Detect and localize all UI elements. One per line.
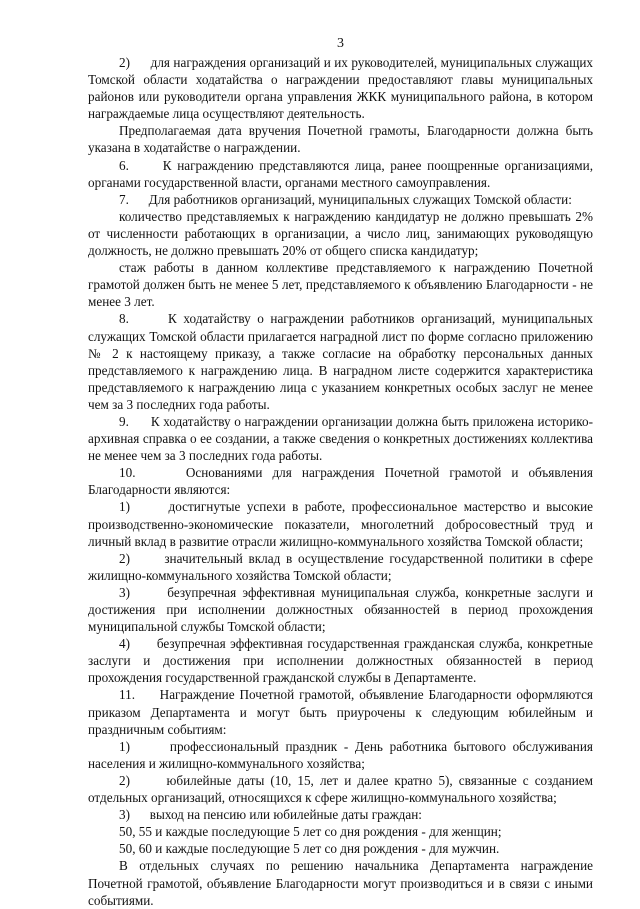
paragraph-17: 3) выход на пенсию или юбилейные даты граждан:: [119, 807, 422, 823]
paragraph-8: 9. К ходатайству о награждении организации должна быть приложена историко-архивная справка о ее создании, а также сведения о конкретных достижениях коллектива не менее чем за 3 последних года работы.: [88, 413, 593, 464]
paragraph-18: 50, 55 и каждые последующие 5 лет со дня рождения - для женщин;: [119, 824, 502, 840]
paragraph-5: количество представляемых к награждению кандидатур не должно превышать 2% от численности работающих в организации, а число лиц, занимающих руководящую должность, не должно превышать 20% от общего списка кандидатур;: [88, 208, 593, 259]
paragraph-11: 2) значительный вклад в осуществление государственной политики в сфере жилищно-коммунального хозяйства Томской области;: [88, 550, 593, 583]
paragraph-19: 50, 60 и каждые последующие 5 лет со дня рождения - для мужчин.: [119, 841, 500, 857]
paragraph-13: 4) безупречная эффективная государственная гражданская служба, конкретные заслуги и достижения при исполнении должностных обязанностей в период прохождения государственной гражданской службы в Департаменте.: [88, 636, 593, 686]
paragraph-14: 11. Награждение Почетной грамотой, объявление Благодарности оформляются приказом Департамента и могут быть приурочены к следующим юбилейным и праздничным событиям:: [88, 687, 593, 737]
paragraph-15: 1) профессиональный праздник - День работника бытового обслуживания населения и жилищно-коммунального хозяйства;: [88, 738, 593, 771]
paragraph-9: 10. Основаниями для награждения Почетной грамотой и объявления Благодарности являются:: [88, 465, 593, 498]
paragraph-12: 3) безупречная эффективная муниципальная служба, конкретные заслуги и достижения при исполнении должностных обязанностей в период прохождения муниципальной службы Томской области;: [88, 584, 593, 635]
paragraph-16: 2) юбилейные даты (10, 15, лет и далее кратно 5), связанные с созданием отдельных организаций, относящихся к сфере жилищно-коммунального хозяйства;: [88, 772, 593, 806]
paragraph-7: 8. К ходатайству о награждении работников организаций, муниципальных служащих Томской области прилагается наградной лист по форме согласно приложению № 2 к настоящему приказу, а также согласие на обработку персональных данных представляемого к награждению лица. В наградном листе содержится характеристика представляемого к награждению лица с указанием конкретных особых заслуг не менее чем за 3 последних года работы.: [88, 311, 593, 412]
paragraph-2: Предполагаемая дата вручения Почетной грамоты, Благодарности должна быть указана в ходатайстве о награждении.: [88, 123, 593, 156]
paragraph-6: стаж работы в данном коллективе представляемого к награждению Почетной грамотой должен быть не менее 5 лет, представляемого к объявлению Благодарности - не менее 3 лет.: [88, 260, 593, 310]
paragraph-1: 2) для награждения организаций и их руководителей, муниципальных служащих Томской области ходатайства о награждении предоставляют главы муниципальных районов или руководители органа управления ЖКК муниципального района, в котором награждаемые лица осуществляют деятельность.: [88, 55, 593, 122]
paragraph-4: 7. Для работников организаций, муниципальных служащих Томской области:: [119, 191, 572, 207]
paragraph-3: 6. К награждению представляются лица, ранее поощренные организациями, органами государственной власти, органами местного самоуправления.: [88, 157, 593, 190]
page-number: 3: [337, 36, 344, 51]
paragraph-10: 1) достигнутые успехи в работе, профессиональное мастерство и высокие производственно-экономические показатели, многолетний добросовестный труд и личный вклад в развитие отрасли жилищно-коммунального хозяйства Томской области;: [88, 499, 593, 549]
paragraph-20: В отдельных случаях по решению начальника Департамента награждение Почетной грамотой, объявление Благодарности могут производиться и в связи с иными событиями.: [88, 858, 593, 908]
